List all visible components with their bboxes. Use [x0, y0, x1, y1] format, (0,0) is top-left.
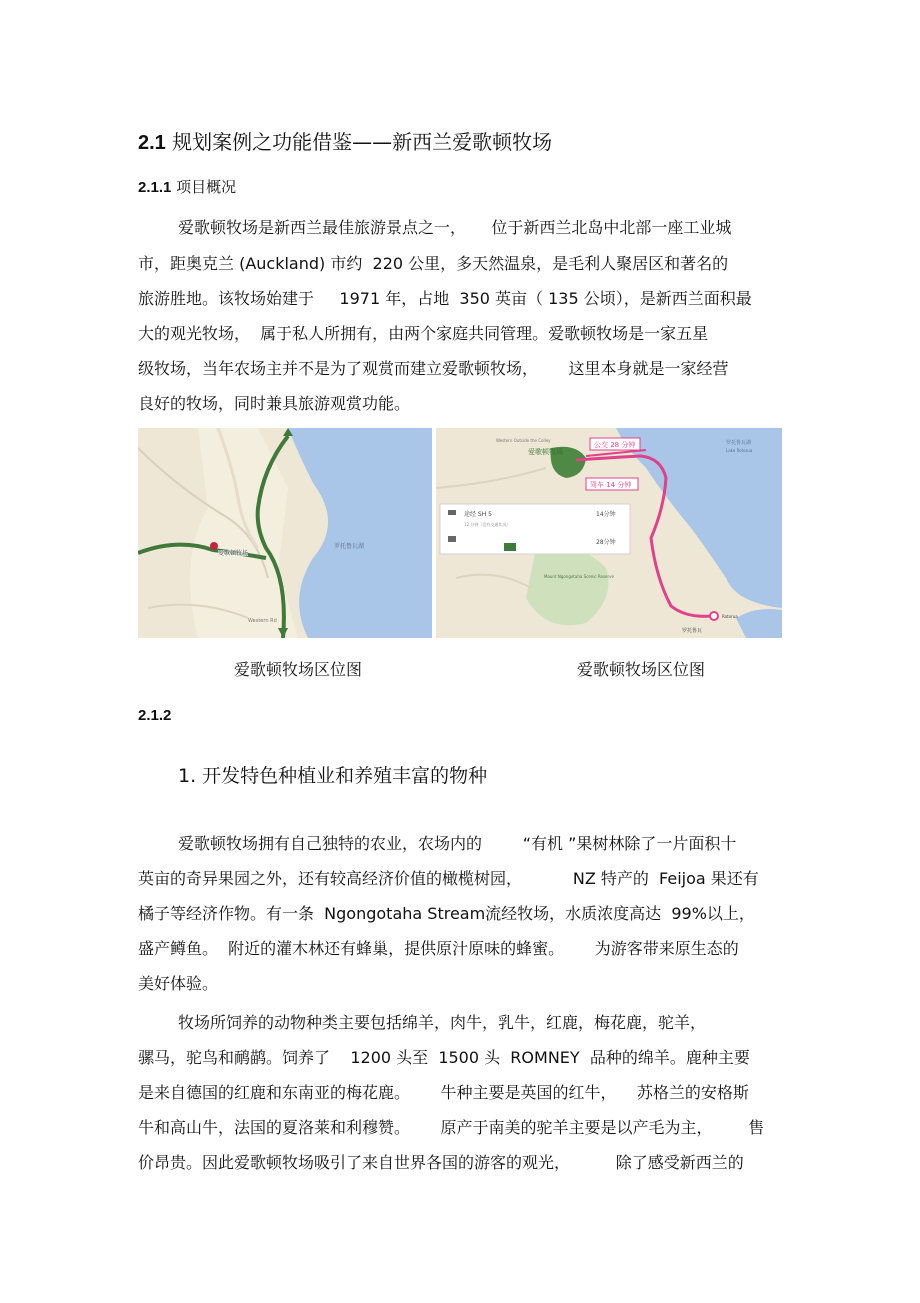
paragraph-line: 牧场所饲养的动物种类主要包括绵羊，肉牛，乳牛，红鹿，梅花鹿，驼羊， — [178, 1013, 707, 1032]
paragraph-line: 骡马，驼鸟和鸸鹋。饲养了 1200 头至 1500 头 ROMNEY 品种的绵羊。鹿种主要 — [138, 1048, 750, 1067]
panel-route-label: 途经 SH 5 — [464, 511, 492, 518]
paragraph-line: 美好体验。 — [138, 974, 219, 993]
map-left-graphic — [138, 428, 432, 638]
location-map-left — [138, 428, 432, 638]
route-badge-transit: 公交 28 分钟 — [594, 441, 636, 449]
paragraph-line: 牛和高山牛，法国的夏洛莱和利穆赞。 原产于南美的驼羊主要是以产毛为主， 售 — [138, 1118, 765, 1137]
paragraph-line: 市，距奥克兰 (Auckland) 市约 220 公里，多天然温泉，是毛利人聚居区和著名的 — [138, 254, 729, 273]
map-right-park-label: 爱歌顿牧场 — [528, 448, 563, 456]
paragraph-line: 英亩的奇异果园之外，还有较高经济价值的橄榄树园， NZ 特产的 Feijoa 果还有 — [138, 869, 759, 888]
paragraph-line: 橘子等经济作物。有一条 Ngongotaha Stream流经牧场，水质浓度高达 99%以上， — [138, 904, 755, 923]
subsection-number: 2.1.1 — [138, 179, 172, 196]
dest-label: 罗托鲁瓦 — [682, 628, 703, 634]
paragraph-line: 是来自德国的红鹿和东南亚的梅花鹿。 牛种主要是英国的红牛， 苏格兰的安格斯 — [138, 1083, 749, 1102]
paragraph-line: 良好的牧场，同时兼具旅游观赏功能。 — [138, 394, 411, 413]
figure-caption-right: 爱歌顿牧场区位图 — [577, 660, 706, 679]
map-right-graphic — [436, 428, 782, 638]
paragraph-line: 大的观光牧场， 属于私人所拥有，由两个家庭共同管理。爱歌顿牧场是一家五星 — [138, 324, 709, 343]
subsection-title: 项目概况 — [176, 178, 237, 196]
subsection-heading-overview — [138, 176, 236, 199]
map-left-road-label: Western Rd — [248, 618, 277, 624]
reserve-label: Mount Ngongotaha Scenic Reserve — [544, 574, 614, 579]
map-right-park-label-en: Western Outside the Colley — [496, 438, 551, 443]
paragraph-line: 旅游胜地。该牧场始建于 1971 年，占地 350 英亩（ 135 公顷），是新西兰面积最 — [138, 289, 752, 308]
map-left-place-label: 爱歌顿牧场 — [218, 550, 249, 557]
paragraph-line: 爱歌顿牧场拥有自己独特的农业，农场内的 “有机 ”果树林除了一片面积十 — [178, 834, 737, 853]
paragraph-line: 盛产鳟鱼。 附近的灌木林还有蜂巢，提供原汁原味的蜂蜜。 为游客带来原生态的 — [138, 939, 739, 958]
subsection-number-2: 2.1.2 — [138, 707, 172, 724]
map-left-lake-label: 罗托鲁瓦湖 — [334, 543, 365, 550]
paragraph-line: 级牧场，当年农场主并不是为了观赏而建立爱歌顿牧场， 这里本身就是一家经营 — [138, 359, 729, 378]
paragraph-line: 爱歌顿牧场是新西兰最佳旅游景点之一， 位于新西兰北岛中北部一座工业城 — [178, 218, 732, 237]
section-heading — [138, 128, 552, 157]
paragraph-line: 价昂贵。因此爱歌顿牧场吸引了来自世界各国的游客的观光， 除了感受新西兰的 — [138, 1153, 744, 1172]
map-right-lake-label-en: Lake Rotorua — [726, 448, 753, 453]
map-right-lake-label: 罗托鲁瓦湖 — [726, 440, 752, 446]
section-title: 规划案例之功能借鉴——新西兰爱歌顿牧场 — [172, 130, 553, 154]
feature-heading: 1. 开发特色种植业和养殖丰富的物种 — [178, 765, 488, 787]
panel-drive-time: 14分钟 — [596, 511, 616, 518]
dest-label-en: Rotorua — [722, 614, 738, 619]
location-map-right — [436, 428, 782, 638]
section-number: 2.1 — [138, 132, 166, 154]
figure-caption-left: 爱歌顿牧场区位图 — [234, 660, 363, 679]
panel-transit-time: 28分钟 — [596, 539, 616, 546]
route-badge-drive: 驾车 14 分钟 — [590, 481, 632, 489]
panel-sub-label: 12 分钟（没有交通状况） — [464, 522, 511, 527]
